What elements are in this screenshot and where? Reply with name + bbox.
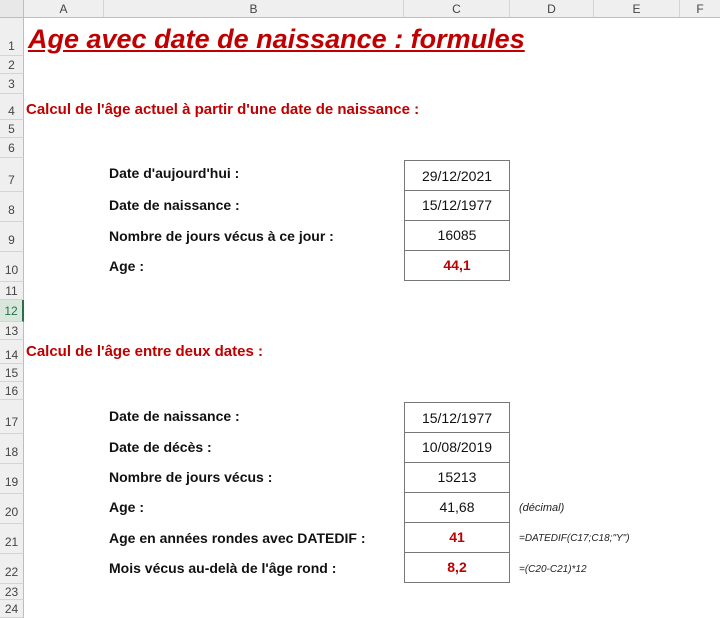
cell-age-datedif[interactable]: 41 [404,522,510,553]
row-header-7[interactable]: 7 [0,158,24,192]
label-days-lived: Nombre de jours vécus à ce jour : [109,228,334,244]
row-header-19[interactable]: 19 [0,464,24,494]
row-header-16[interactable]: 16 [0,382,24,400]
label-today-date: Date d'aujourd'hui : [109,165,240,181]
column-header-b[interactable]: B [104,0,404,18]
row-header-9[interactable]: 9 [0,222,24,252]
cell-age-result[interactable]: 44,1 [404,250,510,281]
row-header-13[interactable]: 13 [0,322,24,340]
row-header-1[interactable]: 1 [0,18,24,56]
page-title: Age avec date de naissance : formules [28,24,525,54]
section-heading-current-age: Calcul de l'âge actuel à partir d'une date de naissance : [26,101,420,118]
row-header-10[interactable]: 10 [0,252,24,282]
row-header-12[interactable]: 12 [0,300,24,322]
row-header-15[interactable]: 15 [0,364,24,382]
column-header-a[interactable]: A [24,0,104,18]
row-header-4[interactable]: 4 [0,94,24,120]
cell-birth-date[interactable]: 15/12/1977 [404,190,510,221]
cell-days-lived[interactable]: 16085 [404,220,510,251]
row-header-2[interactable]: 2 [0,56,24,74]
row-header-8[interactable]: 8 [0,192,24,222]
cell-birth-date-2[interactable]: 15/12/1977 [404,402,510,433]
label-days-lived-2: Nombre de jours vécus : [109,469,273,485]
note-decimal: (décimal) [519,502,565,514]
column-header-e[interactable]: E [594,0,680,18]
label-age-datedif: Age en années rondes avec DATEDIF : [109,530,366,546]
label-age: Age : [109,258,144,274]
note-datedif-formula: =DATEDIF(C17;C18;"Y") [519,533,630,544]
row-header-21[interactable]: 21 [0,524,24,554]
row-header-20[interactable]: 20 [0,494,24,524]
select-all-corner[interactable] [0,0,24,18]
column-header-c[interactable]: C [404,0,510,18]
row-header-3[interactable]: 3 [0,74,24,94]
cell-days-lived-2[interactable]: 15213 [404,462,510,493]
label-age-decimal: Age : [109,499,144,515]
label-birth-date-2: Date de naissance : [109,408,240,424]
column-header-d[interactable]: D [510,0,594,18]
row-header-17[interactable]: 17 [0,400,24,434]
cell-death-date[interactable]: 10/08/2019 [404,432,510,463]
row-header-5[interactable]: 5 [0,120,24,138]
label-death-date: Date de décès : [109,439,212,455]
row-header-24[interactable]: 24 [0,600,24,618]
row-header-23[interactable]: 23 [0,584,24,600]
row-header-11[interactable]: 11 [0,282,24,300]
label-months-beyond: Mois vécus au-delà de l'âge rond : [109,560,337,576]
row-header-22[interactable]: 22 [0,554,24,584]
section-heading-age-between-dates: Calcul de l'âge entre deux dates : [26,343,263,360]
row-header-14[interactable]: 14 [0,340,24,364]
cell-today-date[interactable]: 29/12/2021 [404,160,510,191]
note-months-formula: =(C20-C21)*12 [519,564,587,575]
cell-months-beyond[interactable]: 8,2 [404,552,510,583]
row-header-6[interactable]: 6 [0,138,24,158]
cell-age-decimal[interactable]: 41,68 [404,492,510,523]
column-header-f[interactable]: F [680,0,720,18]
row-header-18[interactable]: 18 [0,434,24,464]
label-birth-date: Date de naissance : [109,197,240,213]
